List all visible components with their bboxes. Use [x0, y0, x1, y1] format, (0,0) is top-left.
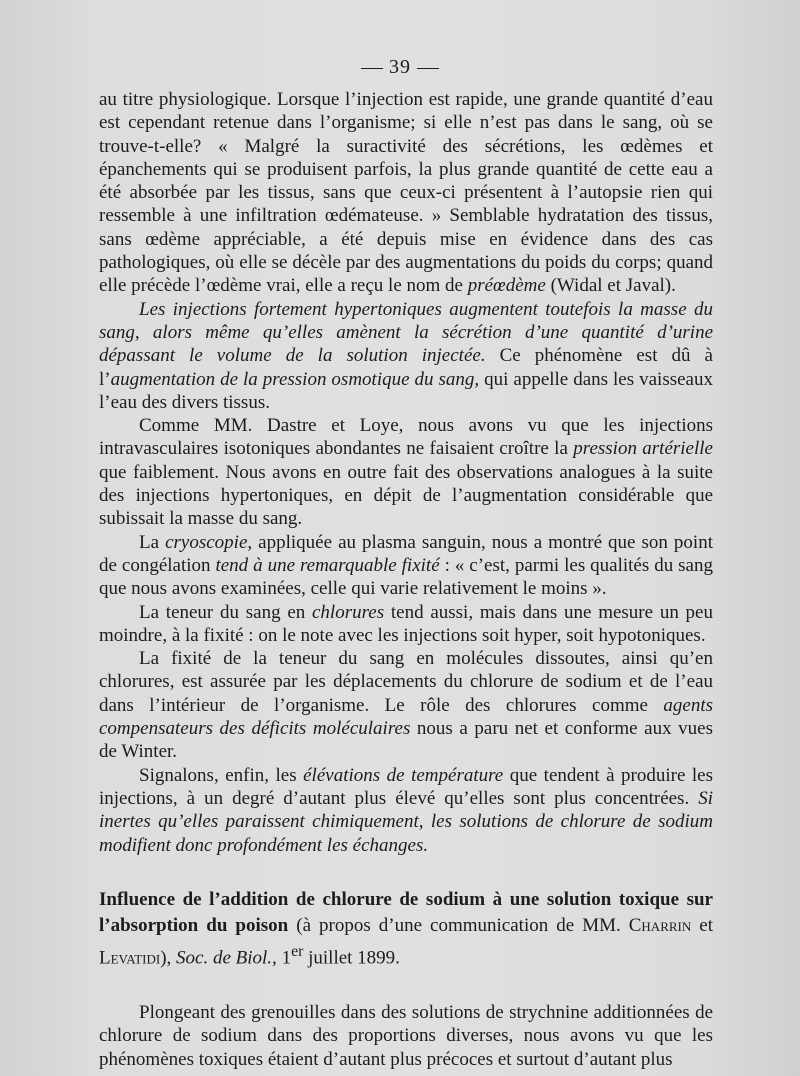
paragraph-6-start: La fixité de la teneur du sang en molécules dissoutes, ainsi qu’en chlorures, est assurée par les déplacements du chlorure de sodium et de l’eau dans l’intérieur de l’organisme. Le rôle des chlorures comme	[99, 648, 713, 716]
section-and: et	[691, 914, 713, 936]
date-day: 1	[276, 947, 292, 969]
paragraph-4-start: La	[139, 531, 166, 553]
section-spacer-2	[99, 971, 713, 1001]
paragraph-3-end: que faiblement. Nous avons en outre fait des observations analogues à la suite des injections hypertoniques, en dépit de l’augmentation considérable que subissait la masse du sang.	[99, 461, 713, 530]
paragraph-7-italic: élévations de température	[303, 764, 504, 786]
author-levatidi: Levatidi	[99, 947, 161, 969]
section-heading	[99, 887, 713, 971]
dash-right	[417, 68, 439, 69]
paragraph-5	[99, 601, 713, 648]
paragraph-7	[99, 764, 713, 857]
paragraph-4-mid: appliquée au plasma sanguin, nous a montré que son point de congélation	[99, 531, 713, 576]
paragraph-5-end: tend aussi, mais dans une mesure un peu moindre, à la fixité : on le note avec les injections soit hyper, soit hypotoniques.	[99, 601, 713, 646]
paragraph-7-mid: que tendent à produire les injections, à un degré d’autant plus élevé qu’elles sont plus concentrées.	[99, 764, 713, 809]
paragraph-3-italic: pression artérielle	[573, 438, 713, 460]
paragraph-6-end: nous a paru net et conforme aux vues de Winter.	[99, 718, 713, 763]
paragraph-2-end: qui appelle dans les vaisseaux l’eau des divers tissus.	[99, 368, 713, 413]
date-rest: juillet 1899.	[303, 947, 400, 969]
section-title: Influence de l’addition de chlorure de sodium à une solution toxique sur l’absorption du poison	[99, 888, 713, 936]
final-paragraph: Plongeant des grenouilles dans des solutions de strychnine additionnées de chlorure de sodium dans des proportions diverses, nous avons vu que les phénomènes toxiques étaient d’autant plus précoces et surtout d’autant plus	[99, 1002, 713, 1070]
section-spacer	[99, 857, 713, 887]
paragraph-1	[99, 88, 713, 298]
paragraph-6	[99, 647, 713, 763]
paragraph-5-italic: chlorures	[312, 601, 385, 623]
section-after-authors: ),	[160, 947, 177, 969]
paragraph-1-italic: préœdème	[467, 275, 546, 297]
page-number-value: 39	[389, 56, 411, 78]
page-number	[0, 56, 800, 79]
body-text	[99, 88, 713, 1071]
paragraph-6-italic: agents compensateurs des déficits moléculaires	[99, 694, 713, 740]
paragraph-4	[99, 531, 713, 601]
paragraph-3	[99, 414, 713, 530]
paragraph-2-mid: Ce phénomène est dû à l’	[99, 345, 713, 390]
author-charrin: Charrin	[628, 914, 692, 936]
paragraph-5-start: La teneur du sang en	[139, 601, 312, 623]
journal-name: Soc. de Biol.,	[176, 947, 277, 969]
paragraph-4-italic: cryoscopie,	[165, 531, 253, 553]
section-note-start: (à propos d’une communication de MM.	[288, 914, 629, 936]
paragraph-4-italic-2: tend à une remarquable fixité	[215, 554, 440, 576]
paragraph-1-end: (Widal et Javal).	[545, 275, 676, 297]
date-superscript: er	[291, 942, 304, 960]
paragraph-1-text: au titre physiologique. Lorsque l’injection est rapide, une grande quantité d’eau est cependant retenue dans l’organisme; si elle n’est pas dans le sang, où se trouve-t-elle? « Malgré la suractivité des sécrétions, les œdèmes et épanchements qui se produisent parfois, la plus grande quantité de cette eau a été absorbée par les tissus, sans que ceux-ci présentent à l’autopsie rien qui ressemble à une infiltration œdémateuse. » Semblable hydratation des tissus, sans œdème appréciable, a été depuis mise en évidence dans des cas pathologiques, où elle se décèle par des augmentations du poids du corps; quand elle précède l’œdème vrai, elle a reçu le nom de	[99, 89, 713, 297]
paragraph-4-end: : « c’est, parmi les qualités du sang que nous avons examinées, celle qui varie relativement le moins ».	[99, 554, 713, 600]
paragraph-2	[99, 298, 713, 414]
paragraph-2-italic: Les injections fortement hypertoniques augmentent toutefois la masse du sang, alors même qu’elles amènent la sécrétion d’une quantité d’urine dépassant le volume de la solution injectée.	[99, 298, 713, 367]
paragraph-7-italic-2: Si inertes qu’elles paraissent chimiquement, les solutions de chlorure de sodium modifient donc profondément les échanges.	[99, 787, 713, 856]
dash-left	[361, 68, 383, 69]
paragraph-7-start: Signalons, enfin, les	[139, 764, 304, 786]
paragraph-2-italic-2: augmentation de la pression osmotique du sang,	[110, 368, 480, 390]
paragraph-3-start: Comme MM. Dastre et Loye, nous avons vu que les injections intravasculaires isotoniques abondantes ne faisaient croître la	[99, 415, 713, 460]
